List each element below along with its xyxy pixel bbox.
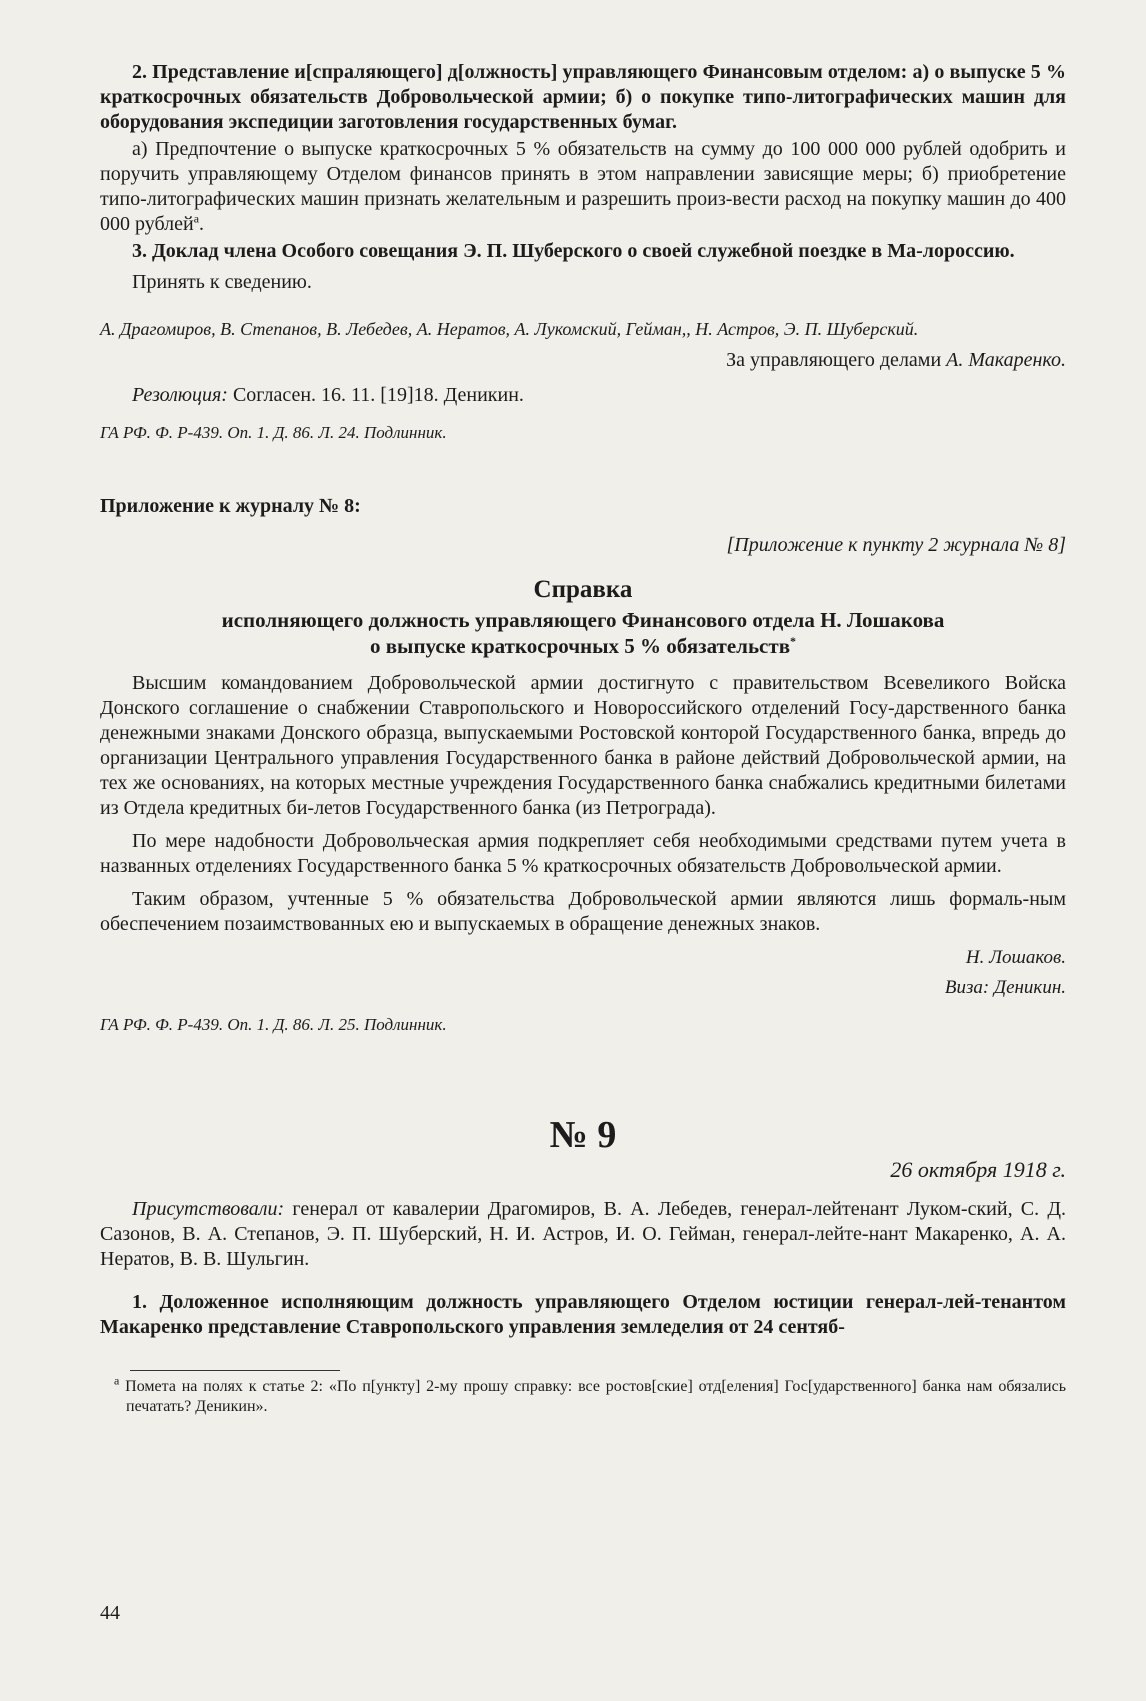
footnote: $^а$ Помета на полях к статье 2: «По п[ункту] 2-му прошу справку: все ростов[ские] отд[еления] Гос[ударственного] банка нам обязались печатать? Деникин».	[114, 1373, 1066, 1415]
item1-heading: 1. Доложенное исполняющим должность управляющего Отделом юстиции генерал-лей-тенантом Макаренко представление Ставропольского управления земледелия от 24 сентяб-	[100, 1291, 1066, 1338]
signatures: А. Драгомиров, В. Степанов, В. Лебедев, А. Нератов, А. Лукомский, Гейман,, Н. Астров, Э. П. Шуберский.	[100, 319, 919, 339]
attendees: Присутствовали: генерал от кавалерии Драгомиров, В. А. Лебедев, генерал-лейтенант Луком-ский, С. Д. Сазонов, В. А. Степанов, Э. П. Шуберский, Н. И. Астров, И. О. Гейман, генерал-лейте-нант Макаренко, А. А. Нератов, В. В. Шульгин.	[100, 1198, 1066, 1270]
footnote-block	[100, 1370, 1066, 1417]
footnote-divider	[130, 1370, 340, 1371]
item3-decision: Принять к сведению.	[132, 271, 312, 293]
spravka-title: Справка	[533, 576, 633, 603]
spravka-visa: Виза: Деникин.	[944, 977, 1066, 998]
item3-heading: 3. Доклад члена Особого совещания Э. П. Шуберского о своей служебной поездке в Ма-лороссию.	[132, 240, 1015, 262]
resolution: Резолюция: Согласен. 16. 11. [19]18. Деникин.	[132, 384, 524, 406]
spravka-signer: Н. Лошаков.	[965, 947, 1066, 968]
archive-reference-2: ГА РФ. Ф. Р-439. Оп. 1. Д. 86. Л. 25. Подлинник.	[100, 1015, 447, 1034]
page-number: 44	[100, 1602, 120, 1624]
appendix-title: Приложение к журналу № 8:	[100, 495, 361, 517]
spravka-subtitle-line2: о выпуске краткосрочных 5 % обязательств*	[369, 634, 797, 658]
spravka-paragraph-1: Высшим командованием Добровольческой армии достигнуто с правительством Всевеликого Войска Донского соглашение о снабжении Ставропольского и Новороссийского отделений Госу-дарственного банка денежными знаками Донского образца, выпускаемыми Ростовской конторой Государственного банка, впредь до организации Центрального управления Государственного банка в районе действий Добровольческой армии, на тех же основаниях, на которых местные учреждения Государственного банка снабжались кредитными билетами из Отдела кредитных би-летов Государственного банка (из Петрограда).	[100, 672, 1066, 819]
appendix-reference: [Приложение к пункту 2 журнала № 8]	[726, 534, 1066, 556]
archive-reference-1: ГА РФ. Ф. Р-439. Оп. 1. Д. 86. Л. 24. Подлинник.	[100, 423, 447, 442]
item2-decision: а) Предпочтение о выпуске краткосрочных 5 % обязательств на сумму до 100 000 000 рублей одобрить и поручить управляющему Отделом финансов принять в этом направлении зависящие меры; б) приобретение типо-литографических машин признать желательным и разрешить произ-вести расход на покупку машин до 400 000 рублей$^а$.	[100, 138, 1066, 235]
spravka-paragraph-2: По мере надобности Добровольческая армия подкрепляет себя необходимыми средствами путем учета в названных отделениях Государственного банка 5 % краткосрочных обязательств Добровольческой армии.	[100, 830, 1066, 877]
spravka-paragraph-3: Таким образом, учтенные 5 % обязательства Добровольческой армии являются лишь формаль-ным обеспечением позаимствованных ею и выпускаемых в обращение денежных знаков.	[100, 888, 1066, 935]
spravka-subtitle-line1: исполняющего должность управляющего Финансового отдела Н. Лошакова	[221, 608, 945, 632]
item2-heading: 2. Представление и[спраляющего] д[олжность] управляющего Финансовым отделом: а) о выпуске 5 % краткосрочных обязательств Добровольческой армии; б) о покупке типо-литографических машин для оборудования экспедиции заготовления государственных бумаг.	[100, 61, 1066, 133]
document-number: № 9	[549, 1114, 617, 1156]
document-date: 26 октября 1918 г.	[890, 1157, 1066, 1182]
manager-line: За управляющего делами А. Макаренко.	[726, 349, 1066, 371]
